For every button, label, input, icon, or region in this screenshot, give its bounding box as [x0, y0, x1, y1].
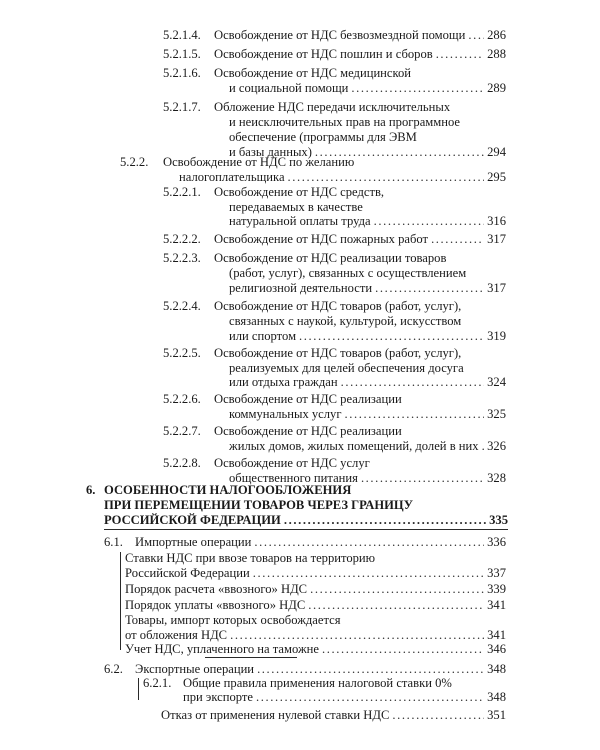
- entry-title: налогоплательщика: [179, 170, 285, 184]
- dot-leader: [322, 642, 484, 657]
- entry-number: 6.1.: [104, 535, 123, 549]
- page-number: 348: [487, 662, 506, 676]
- entry-title-line: Освобождение от НДС реализации: [214, 424, 402, 438]
- entry-number: 5.2.1.4.: [163, 28, 201, 42]
- entry-title-line: Освобождение от НДС услуг: [214, 456, 370, 470]
- entry-title: или отдыха граждан: [229, 375, 338, 389]
- entry-number: 5.2.2.2.: [163, 232, 201, 246]
- dot-leader: [253, 566, 484, 581]
- underline-mark: [205, 657, 297, 658]
- chapter-title: РОССИЙСКОЙ ФЕДЕРАЦИИ: [104, 513, 281, 527]
- section-bracket: [120, 552, 121, 650]
- dot-leader: [361, 471, 484, 486]
- page-number: 288: [487, 47, 506, 61]
- entry-title-line: Освобождение от НДС реализации: [214, 392, 402, 406]
- entry-leader-line: [125, 566, 506, 581]
- entry-title: жилых домов, жилых помещений, долей в них: [229, 439, 479, 453]
- chapter-number: 6.: [86, 483, 96, 497]
- page-number: 317: [487, 232, 506, 246]
- page-number: 348: [487, 690, 506, 704]
- entry-title: или спортом: [229, 329, 297, 343]
- entry-title: коммунальных услуг: [229, 407, 342, 421]
- entry-title: и социальной помощи: [229, 81, 349, 95]
- entry-leader-line: [229, 214, 506, 229]
- dot-leader: [310, 582, 484, 597]
- page-number: 346: [487, 642, 506, 656]
- entry-title: Импортные операции: [135, 535, 252, 549]
- entry-title: при экспорте: [183, 690, 253, 704]
- entry-title: Учет НДС, уплаченного на таможне: [125, 642, 319, 656]
- dot-leader: [288, 170, 485, 185]
- page-number: 335: [489, 513, 508, 527]
- page-number: 339: [487, 582, 506, 596]
- entry-title: Освобождение от НДС пожарных работ: [214, 232, 429, 246]
- entry-number: 5.2.2.6.: [163, 392, 201, 406]
- page-number: 324: [487, 375, 506, 389]
- entry-title-line: Ставки НДС при ввозе товаров на территорию: [125, 551, 376, 565]
- entry-leader-line: [229, 329, 506, 344]
- entry-title-line: Освобождение от НДС товаров (работ, услуг),: [214, 299, 462, 313]
- entry-title-line: реализуемых для целей обеспечения досуга: [229, 361, 464, 375]
- page-number: 295: [487, 170, 506, 184]
- page-number: 336: [487, 535, 506, 549]
- page-number: 341: [487, 598, 506, 612]
- entry-number: 5.2.2.4.: [163, 299, 201, 313]
- page-number: 289: [487, 81, 506, 95]
- entry-leader-line: [214, 28, 506, 43]
- chapter-title-line: ОСОБЕННОСТИ НАЛОГООБЛОЖЕНИЯ: [104, 483, 352, 497]
- dot-leader: [436, 47, 484, 62]
- entry-number: 6.2.: [104, 662, 123, 676]
- entry-title: Российской Федерации: [125, 566, 250, 580]
- dot-leader: [284, 513, 486, 528]
- entry-leader-line: [125, 642, 506, 657]
- page-number: 286: [487, 28, 506, 42]
- entry-title: Освобождение от НДС безвозмездной помощи: [214, 28, 466, 42]
- entry-leader-line: [214, 47, 506, 62]
- entry-title: и базы данных): [229, 145, 312, 159]
- page-number: 325: [487, 407, 506, 421]
- page-number: 328: [487, 471, 506, 485]
- entry-leader-line: [135, 535, 506, 550]
- entry-title: Порядок уплаты «ввозного» НДС: [125, 598, 306, 612]
- entry-leader-line: [214, 232, 506, 247]
- dot-leader: [375, 281, 484, 296]
- entry-title-line: и неисключительных прав на программное: [229, 115, 461, 129]
- entry-title-line: обеспечение (программы для ЭВМ: [229, 130, 417, 144]
- dot-leader: [468, 28, 484, 43]
- entry-title-line: (работ, услуг), связанных с осуществлением: [229, 266, 467, 280]
- entry-number: 5.2.2.3.: [163, 251, 201, 265]
- dot-leader: [345, 407, 485, 422]
- entry-leader-line: [161, 708, 506, 723]
- entry-leader-line: [229, 281, 506, 296]
- entry-leader-line: [229, 375, 506, 390]
- chapter-underline: [104, 529, 508, 530]
- entry-title: Отказ от применения нулевой ставки НДС: [161, 708, 390, 722]
- entry-title: Порядок расчета «ввозного» НДС: [125, 582, 308, 596]
- dot-leader: [374, 214, 485, 229]
- entry-title: Экспортные операции: [135, 662, 255, 676]
- entry-leader-line: [229, 407, 506, 422]
- page-number: 319: [487, 329, 506, 343]
- entry-title-line: Обложение НДС передачи исключительных: [214, 100, 451, 114]
- entry-title: Освобождение от НДС пошлин и сборов: [214, 47, 433, 61]
- entry-number: 5.2.2.5.: [163, 346, 201, 360]
- entry-number: 5.2.2.7.: [163, 424, 201, 438]
- entry-leader-line: [125, 598, 506, 613]
- dot-leader: [341, 375, 485, 390]
- entry-number: 5.2.1.5.: [163, 47, 201, 61]
- page-number: 316: [487, 214, 506, 228]
- page-number: 294: [487, 145, 506, 159]
- page-number: 337: [487, 566, 506, 580]
- chapter-leader-line: [104, 513, 508, 528]
- entry-number: 5.2.2.1.: [163, 185, 201, 199]
- entry-number: 5.2.1.6.: [163, 66, 201, 80]
- chapter-title-line: ПРИ ПЕРЕМЕЩЕНИИ ТОВАРОВ ЧЕРЕЗ ГРАНИЦУ: [104, 498, 413, 512]
- entry-leader-line: [229, 439, 506, 454]
- dot-leader: [308, 598, 484, 613]
- entry-title: религиозной деятельности: [229, 281, 373, 295]
- entry-title-line: Освобождение от НДС средств,: [214, 185, 385, 199]
- entry-title: натуральной оплаты труда: [229, 214, 371, 228]
- entry-number: 6.2.1.: [143, 676, 172, 690]
- dot-leader: [482, 439, 485, 454]
- entry-title: общественного питания: [229, 471, 358, 485]
- entry-number: 5.2.2.: [120, 155, 149, 169]
- entry-leader-line: [229, 81, 506, 96]
- entry-title-line: связанных с наукой, культурой, искусством: [229, 314, 462, 328]
- dot-leader: [254, 535, 484, 550]
- entry-title-line: передаваемых в качестве: [229, 200, 363, 214]
- entry-title-line: Товары, импорт которых освобождается: [125, 613, 341, 627]
- entry-title: от обложения НДС: [125, 628, 228, 642]
- dot-leader: [256, 690, 484, 705]
- dot-leader: [351, 81, 484, 96]
- section-bracket: [138, 678, 139, 700]
- entry-title-line: Освобождение от НДС по желанию: [163, 155, 355, 169]
- page-number: 341: [487, 628, 506, 642]
- dot-leader: [299, 329, 484, 344]
- entry-number: 5.2.1.7.: [163, 100, 201, 114]
- entry-leader-line: [183, 690, 506, 705]
- page-number: 317: [487, 281, 506, 295]
- entry-title-line: Освобождение от НДС реализации товаров: [214, 251, 447, 265]
- dot-leader: [431, 232, 484, 247]
- page-number: 326: [487, 439, 506, 453]
- entry-title-line: Общие правила применения налоговой ставки 0%: [183, 676, 452, 690]
- entry-title-line: Освобождение от НДС медицинской: [214, 66, 412, 80]
- entry-number: 5.2.2.8.: [163, 456, 201, 470]
- entry-leader-line: [179, 170, 506, 185]
- dot-leader: [392, 708, 484, 723]
- page-number: 351: [487, 708, 506, 722]
- entry-leader-line: [125, 582, 506, 597]
- entry-title-line: Освобождение от НДС товаров (работ, услуг),: [214, 346, 462, 360]
